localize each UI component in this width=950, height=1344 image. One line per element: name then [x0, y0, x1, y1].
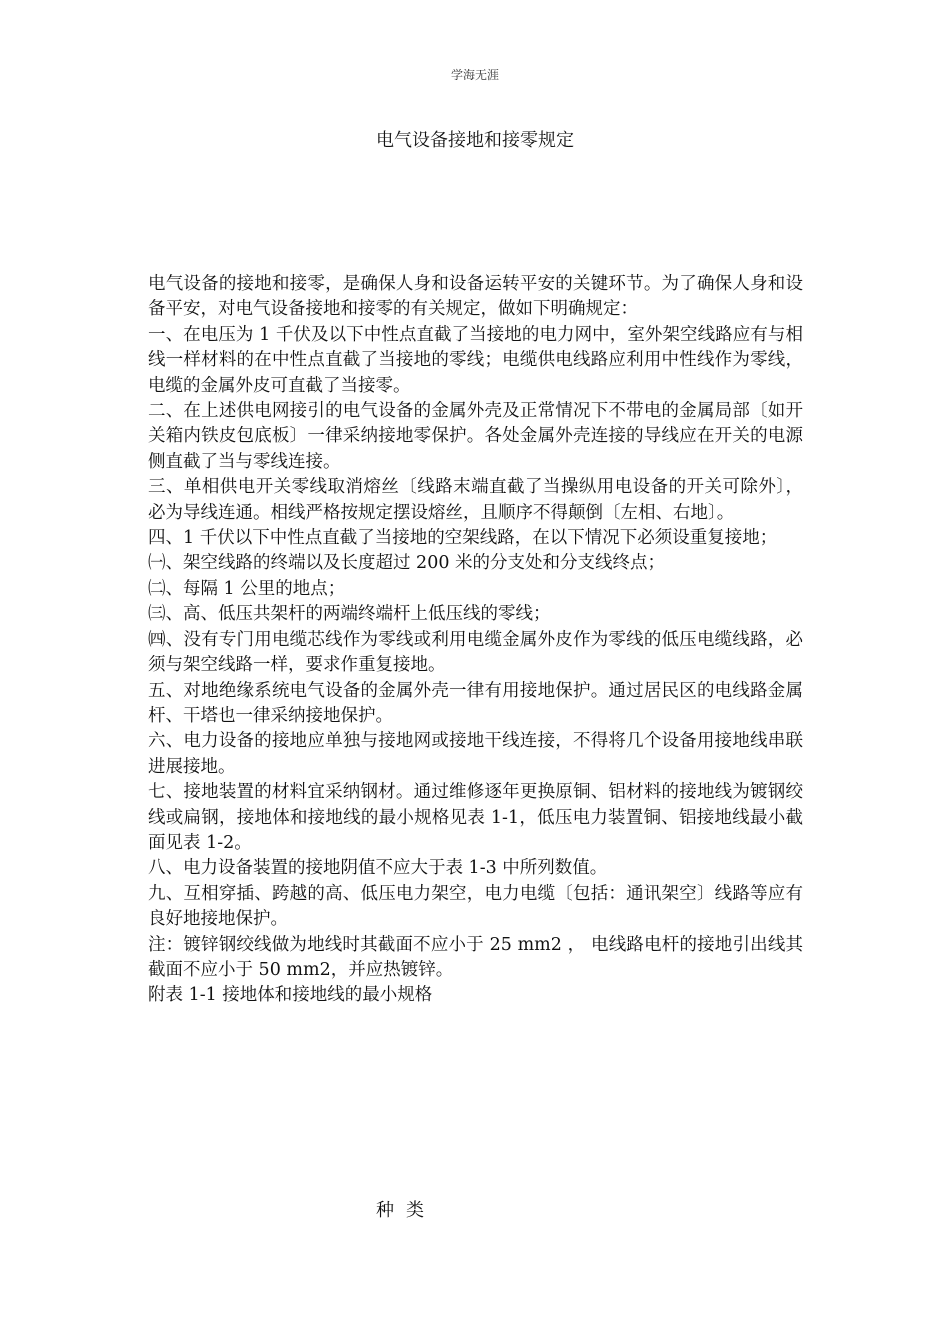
paragraph-rule-3: 三、单相供电开关零线取消熔丝〔线路末端直截了当操纵用电设备的开关可除外〕，必为导线连通。相线严格按规定摆设熔丝，且顺序不得颠倒〔左相、右地〕。 — [148, 477, 803, 523]
paragraph-rule-4-item-3: ㈢、高、低压共架杆的两端终端杆上低压线的零线； — [148, 604, 551, 625]
paragraph-rule-6: 六、电力设备的接地应单独与接地网或接地干线连接，不得将几个设备用接地线串联进展接地。 — [148, 731, 803, 777]
paragraph-rule-4-item-4: ㈣、没有专门用电缆芯线作为零线或利用电缆金属外皮作为零线的低压电缆线路，必须与架空线路一样，要求作重复接地。 — [148, 629, 803, 676]
table-header-category: 种类 — [376, 1200, 436, 1221]
paragraph-rule-4-item-2: ㈡、每隔 1 公里的地点； — [148, 578, 346, 599]
paragraph-rule-1: 一、在电压为 1 千伏及以下中性点直截了当接地的电力网中，室外架空线路应有与相线一样材料的在中性点直截了当接地的零线；电缆供电线路应利用中性线作为零线，电缆的金属外皮可直截了当接零。 — [148, 324, 803, 396]
document-title: 电气设备接地和接零规定 — [376, 130, 574, 151]
paragraph-note: 注：镀锌钢绞线做为地线时其截面不应小于 25 mm2 ， 电线路电杆的接地引出线其截面不应小于 50 mm2，并应热镀锌。 — [148, 934, 803, 980]
document-body — [148, 272, 803, 1009]
paragraph-intro: 电气设备的接地和接零，是确保人身和设备运转平安的关键环节。为了确保人身和设备平安，对电气设备接地和接零的有关规定，做如下明确规定： — [148, 274, 803, 320]
paragraph-rule-7: 七、接地装置的材料宜采纳钢材。通过维修逐年更换原铜、铝材料的接地线为镀钢绞线或扁钢，接地体和接地线的最小规格见表 1-1，低压电力装置铜、铝接地线最小截面见表 1-2。 — [148, 782, 803, 853]
paragraph-rule-8: 八、电力设备装置的接地阴值不应大于表 1-3 中所列数值。 — [148, 858, 608, 879]
paragraph-rule-2: 二、在上述供电网接引的电气设备的金属外壳及正常情况下不带电的金属局部〔如开关箱内铁皮包底板〕一律采纳接地零保护。各处金属外壳连接的导线应在开关的电源侧直截了当与零线连接。 — [148, 401, 803, 472]
paragraph-rule-9: 九、互相穿插、跨越的高、低压电力架空，电力电缆〔包括：通讯架空〕线路等应有良好地接地保护。 — [148, 883, 803, 930]
paragraph-rule-4: 四、1 千伏以下中性点直截了当接地的空架线路，在以下情况下必须设重复接地； — [148, 528, 778, 549]
paragraph-rule-5: 五、对地绝缘系统电气设备的金属外壳一律有用接地保护。通过居民区的电线路金属杆、干塔也一律采纳接地保护。 — [148, 680, 803, 726]
page-header: 学海无涯 — [450, 68, 499, 82]
table-caption: 附表 1-1 接地体和接地线的最小规格 — [148, 985, 433, 1006]
paragraph-rule-4-item-1: ㈠、架空线路的终端以及长度超过 200 米的分支处和分支线终点； — [148, 553, 666, 574]
